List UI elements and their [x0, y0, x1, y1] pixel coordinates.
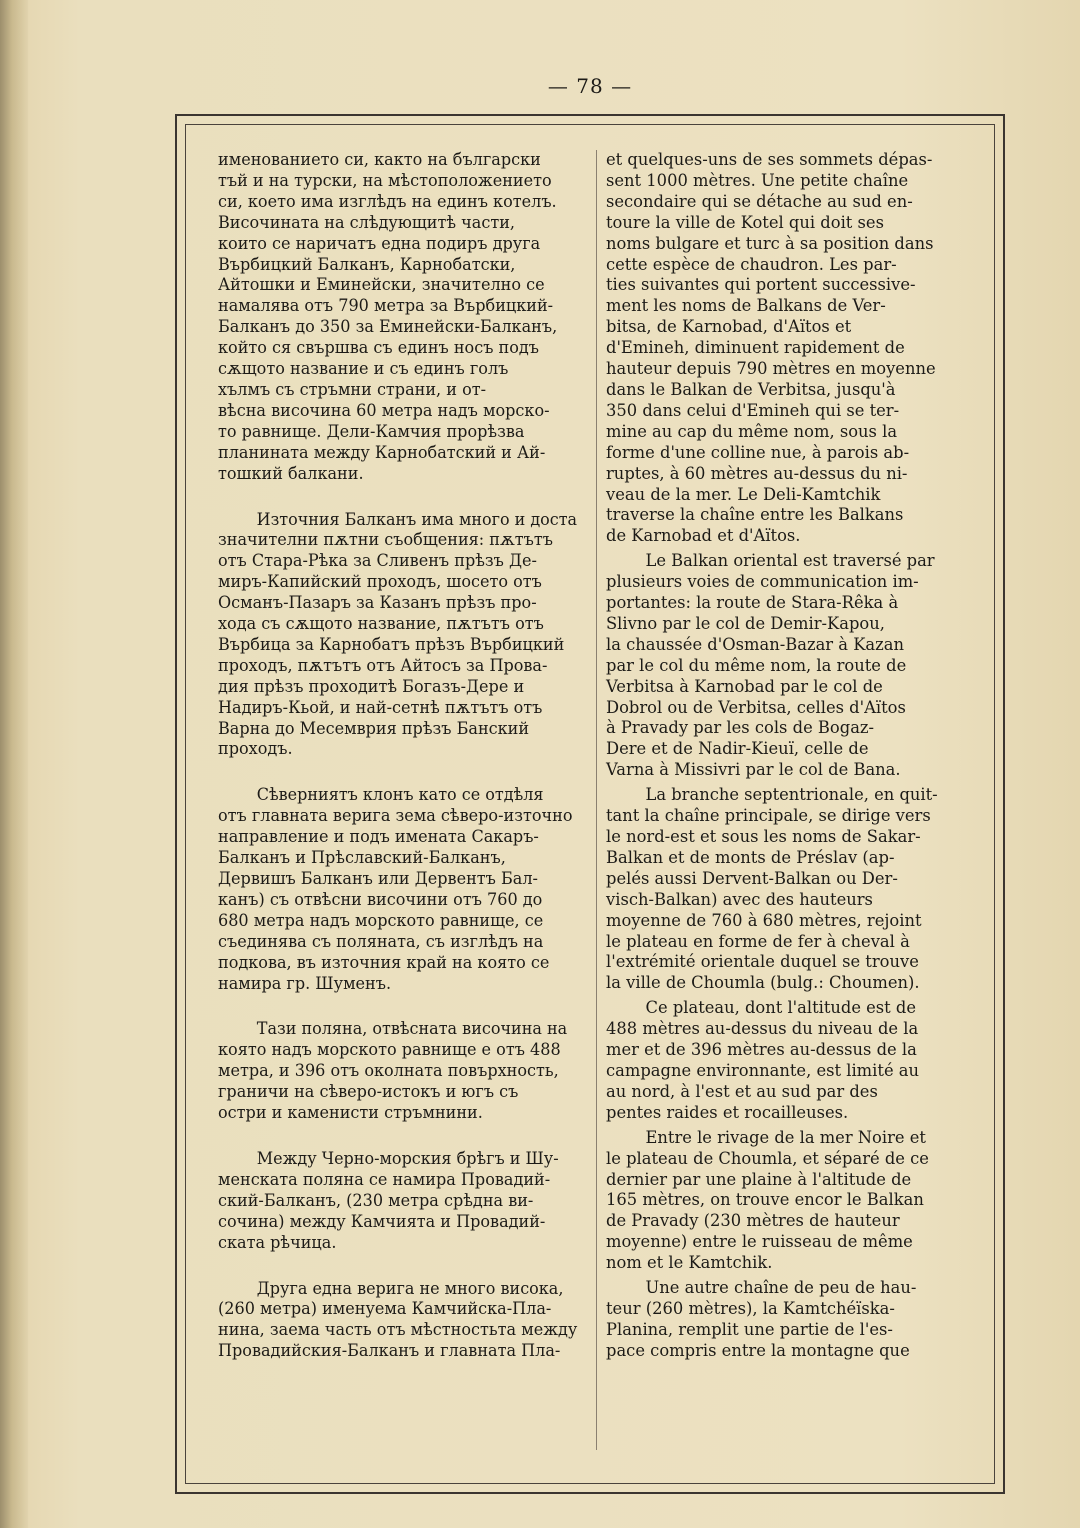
text-line: pace compris entre la montagne que — [606, 1340, 910, 1360]
text-line: et quelques-uns de ses sommets dépas- — [606, 150, 933, 169]
text-line: отъ главната верига зема сѣверо-източно — [218, 806, 573, 826]
paragraph-gap — [218, 485, 588, 510]
text-line: veau de la mer. Le Deli-Kamtchik — [606, 484, 881, 504]
text-line: la chaussée d'Osman-Bazar à Kazan — [606, 634, 904, 654]
paragraph — [606, 1278, 980, 1362]
text-line: l'extrémité orientale duquel se trouve — [606, 952, 919, 972]
text-line: намалява отъ 790 метра за Върбицкий- — [218, 296, 554, 316]
text-line: която надъ морското равнище е отъ 488 — [218, 1040, 561, 1060]
text-line: граничи на сѣверо-истокъ и югъ съ — [218, 1082, 519, 1102]
text-line: mine au cap du même nom, sous la — [606, 421, 898, 441]
text-line: проходъ, пѫтътъ отъ Айтосъ за Прова- — [218, 655, 548, 675]
text-line: вѣсна височина 60 метра надъ морско- — [218, 400, 550, 420]
text-line: Le Balkan oriental est traversé par — [645, 551, 935, 571]
text-line: Une autre chaîne de peu de hau- — [645, 1278, 917, 1298]
text-line: метра, и 396 отъ околната повърхность, — [218, 1061, 559, 1081]
text-line: Balkan et de monts de Préslav (ap- — [606, 847, 895, 867]
text-line: канъ) съ отвѣсни височини отъ 760 до — [218, 889, 543, 909]
text-line: toure la ville de Kotel qui doit ses — [606, 212, 884, 232]
text-line: значителни пѫтни съобщения: пѫтътъ — [218, 530, 553, 550]
text-line: Върбицкий Балканъ, Карнобатски, — [218, 254, 516, 274]
text-line: Verbitsa à Karnobad par le col de — [606, 676, 883, 696]
text-line: направление и подъ имената Сакаръ- — [218, 827, 539, 847]
text-line: Върбица за Карнобатъ прѣзъ Върбицкий — [218, 634, 565, 654]
text-line: Сѣверниятъ клонъ като се отдѣля — [256, 785, 544, 805]
bulgarian-text-column — [218, 150, 588, 1362]
text-line: хълмъ съ стръмни страни, и от- — [218, 379, 487, 399]
text-line: сѫщото название и съ единъ голъ — [218, 359, 509, 379]
paragraph — [218, 1019, 588, 1124]
text-line: portantes: la route de Stara-Rêka à — [606, 593, 899, 613]
paragraph-gap — [218, 994, 588, 1019]
text-line: Височината на слѣдующитѣ части, — [218, 212, 516, 232]
text-line: de Karnobad et d'Aïtos. — [606, 526, 801, 546]
paragraph — [606, 998, 980, 1123]
text-line: hauteur depuis 790 mètres en moyenne — [606, 359, 936, 379]
text-line: par le col du même nom, la route de — [606, 655, 907, 675]
text-line: Айтошки и Еминейски, значително се — [218, 275, 545, 295]
text-line: mer et de 396 mètres au-dessus de la — [606, 1040, 917, 1060]
text-line: ската рѣчица. — [218, 1232, 337, 1252]
text-line: ский-Балканъ, (230 метра срѣдна ви- — [218, 1190, 534, 1210]
text-line: Slivno par le col de Demir-Kapou, — [606, 613, 885, 633]
paragraph — [606, 1128, 980, 1274]
page-number: — 78 — — [547, 74, 633, 98]
text-line: le nord-est et sous les noms de Sakar- — [606, 827, 921, 846]
paragraph — [606, 785, 980, 994]
text-line: Entre le rivage de la mer Noire et — [645, 1127, 926, 1147]
text-line: noms bulgare et turc à sa position dans — [606, 233, 934, 253]
text-line: Между Черно-морския брѣгъ и Шу- — [256, 1148, 559, 1168]
text-line: 680 метра надъ морското равнище, се — [218, 910, 544, 930]
text-line: който ся свършва съ единъ носъ подъ — [218, 338, 539, 358]
column-divider — [596, 150, 597, 1450]
text-line: Тази поляна, отвѣсната височина на — [256, 1019, 568, 1039]
text-line: 165 mètres, on trouve encor le Balkan — [606, 1190, 924, 1210]
text-line: moyenne de 760 à 680 mètres, rejoint — [606, 910, 922, 930]
text-line: Varna à Missivri par le col de Bana. — [606, 760, 901, 780]
text-line: тошкий балкани. — [218, 463, 364, 483]
text-line: съединява съ поляната, съ изглѣдъ на — [218, 931, 544, 951]
paragraph — [218, 785, 588, 994]
text-line: Dere et de Nadir-Kieuï, celle de — [606, 739, 869, 759]
text-line: то равнище. Дели-Камчия прорѣзва — [218, 421, 525, 441]
text-line: ment les noms de Balkans de Ver- — [606, 296, 886, 316]
text-line: forme d'une colline nue, à parois ab- — [606, 442, 910, 462]
text-line: secondaire qui se détache au sud en- — [606, 191, 913, 211]
text-line: намира гр. Шуменъ. — [218, 973, 392, 993]
paragraph-gap — [218, 760, 588, 785]
text-line: миръ-Капийский проходъ, шосето отъ — [218, 572, 542, 592]
text-line: дия прѣзъ проходитѣ Богазъ-Дере и — [218, 676, 525, 696]
text-line: visch-Balkan) avec des hauteurs — [606, 889, 873, 909]
french-text-column — [606, 150, 980, 1362]
text-line: moyenne) entre le ruisseau de même — [606, 1232, 913, 1252]
text-line: à Pravady par les cols de Bogaz- — [606, 718, 875, 738]
text-line: plusieurs voies de communication im- — [606, 572, 919, 592]
text-line: подкова, въ източния край на която се — [218, 952, 550, 972]
text-line: le plateau en forme de fer à cheval à — [606, 931, 910, 951]
text-line: нина, заема часть отъ мѣстностьта между — [218, 1320, 578, 1340]
text-line: Друга една верига не много висока, — [256, 1278, 564, 1298]
text-line: d'Emineh, diminuent rapidement de — [606, 338, 905, 358]
text-line: ties suivantes qui portent successive- — [606, 275, 916, 295]
text-line: pentes raides et rocailleuses. — [606, 1102, 849, 1122]
book-binding-edge — [0, 0, 28, 1528]
text-line: Dobrol ou de Verbitsa, celles d'Aïtos — [606, 697, 906, 717]
text-line: 350 dans celui d'Emineh qui se ter- — [606, 400, 900, 420]
text-line: de Pravady (230 mètres de hauteur — [606, 1211, 900, 1231]
text-line: La branche septentrionale, en quit- — [645, 785, 938, 805]
text-line: остри и каменисти стръмнини. — [218, 1103, 483, 1123]
text-line: сочина) между Камчията и Провадий- — [218, 1211, 546, 1231]
text-line: Дервишъ Балканъ или Дервентъ Бал- — [218, 869, 538, 888]
paragraph — [218, 1149, 588, 1254]
text-line: менската поляна се намира Провадий- — [218, 1169, 551, 1189]
text-line: dans le Balkan de Verbitsa, jusqu'à — [606, 379, 896, 399]
text-line: Балканъ до 350 за Еминейски-Балканъ, — [218, 317, 558, 337]
text-line: хода съ сѫщото название, пѫтътъ отъ — [218, 614, 544, 634]
text-line: campagne environnante, est limité au — [606, 1060, 920, 1080]
text-line: Planina, remplit une partie de l'es- — [606, 1319, 893, 1339]
text-line: la ville de Choumla (bulg.: Choumen). — [606, 973, 920, 993]
text-line: Провадийския-Балканъ и главната Пла- — [218, 1341, 561, 1361]
paragraph — [606, 551, 980, 781]
text-line: Балканъ и Прѣславский-Балканъ, — [218, 848, 506, 868]
text-line: ruptes, à 60 mètres au-dessus du ni- — [606, 463, 908, 483]
text-line: au nord, à l'est et au sud par des — [606, 1081, 878, 1101]
text-line: Източния Балканъ има много и доста — [256, 509, 578, 529]
text-line: именованието си, както на български — [218, 150, 541, 169]
paragraph-gap — [218, 1254, 588, 1279]
text-line: sent 1000 mètres. Une petite chaîne — [606, 170, 909, 190]
text-line: pelés aussi Dervent-Balkan ou Der- — [606, 868, 898, 888]
text-line: (260 метра) именуема Камчийска-Пла- — [218, 1299, 552, 1319]
text-line: си, което има изглѣдъ на единъ котелъ. — [218, 191, 557, 211]
text-line: планината между Карнобатский и Ай- — [218, 442, 546, 462]
text-line: които се наричатъ една подиръ друга — [218, 233, 541, 253]
text-line: cette espèce de chaudron. Les par- — [606, 254, 897, 274]
paragraph — [606, 150, 980, 547]
text-line: traverse la chaîne entre les Balkans — [606, 505, 904, 525]
text-line: tant la chaîne principale, se dirige vers — [606, 806, 931, 826]
paragraph — [218, 1279, 588, 1363]
paragraph-gap — [218, 1124, 588, 1149]
text-line: nom et le Kamtchik. — [606, 1253, 773, 1273]
text-line: 488 mètres au-dessus du niveau de la — [606, 1019, 919, 1039]
text-line: Надиръ-Кьой, и най-сетнѣ пѫтътъ отъ — [218, 697, 543, 717]
text-line: teur (260 mètres), la Kamtchéïska- — [606, 1298, 895, 1318]
text-line: тъй и на турски, на мѣстоположението — [218, 170, 552, 190]
text-line: Варна до Месемврия прѣзъ Банский — [218, 718, 530, 738]
text-line: Османъ-Пазаръ за Казанъ прѣзъ про- — [218, 593, 537, 613]
text-line: Ce plateau, dont l'altitude est de — [645, 998, 917, 1018]
text-line: отъ Стара-Рѣка за Сливенъ прѣзъ Де- — [218, 551, 537, 571]
text-line: проходъ. — [218, 739, 293, 759]
paragraph — [218, 510, 588, 761]
text-line: le plateau de Choumla, et séparé de ce — [606, 1148, 929, 1168]
text-line: dernier par une plaine à l'altitude de — [606, 1169, 912, 1189]
text-line: bitsa, de Karnobad, d'Aïtos et — [606, 317, 852, 337]
paragraph — [218, 150, 588, 485]
